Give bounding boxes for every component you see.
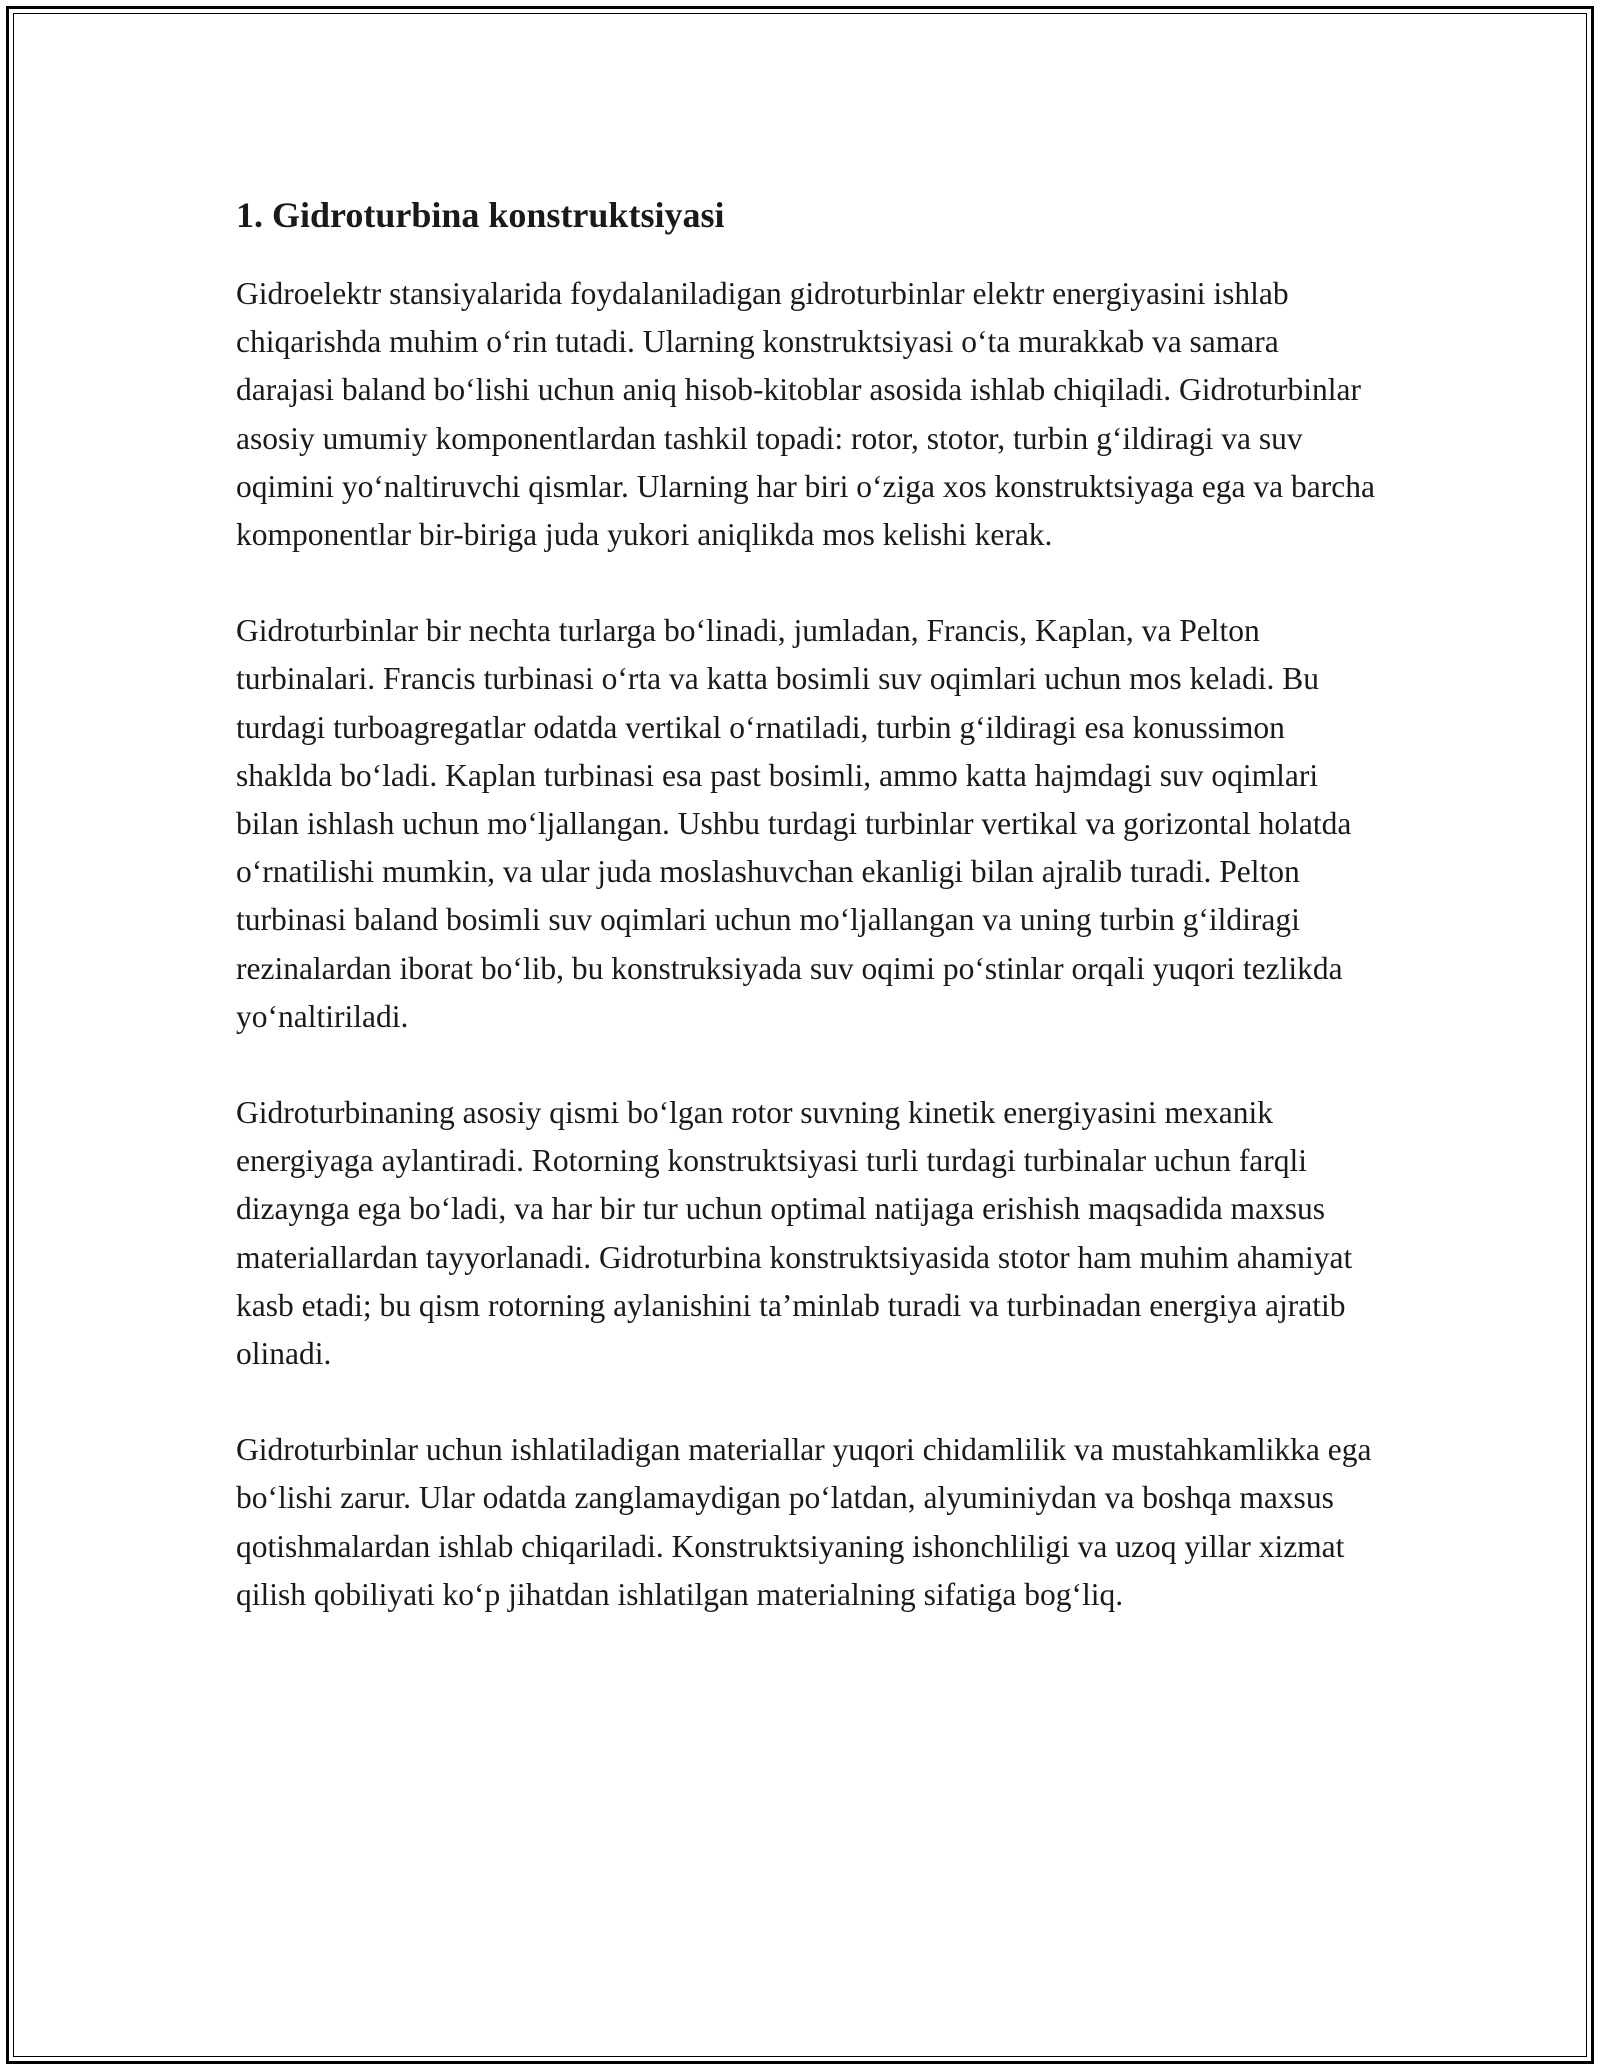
document-body [236,187,1376,1667]
paragraph-3: Gidroturbinaning asosiy qismi boʻlgan rotor suvning kinetik energiyasini mexanik energiyaga aylantiradi. Rotorning konstruktsiyasi turli turdagi turbinalar uchun farqli dizaynga ega boʻladi, va har bir tur uchun optimal natijaga erishish maqsadida maxsus materiallardan tayyorlanadi. Gidroturbina konstruktsiyasida stotor ham muhim ahamiyat kasb etadi; bu qism rotorning aylanishini taʼminlab turadi va turbinadan energiya ajratib olinadi. [236,1095,1353,1372]
paragraph-4: Gidroturbinlar uchun ishlatiladigan materiallar yuqori chidamlilik va mustahkamlikka ega boʻlishi zarur. Ular odatda zanglamaydigan poʻlatdan, alyuminiydan va boshqa maxsus qotishmalardan ishlab chiqariladi. Konstruktsiyaning ishonchliligi va uzoq yillar xizmat qilish qobiliyati koʻp jihatdan ishlatilgan materialning sifatiga bogʻliq. [236,1432,1372,1612]
paragraph-1: Gidroelektr stansiyalarida foydalaniladigan gidroturbinlar elektr energiyasini ishlab chiqarishda muhim oʻrin tutadi. Ularning konstruktsiyasi oʻta murakkab va samara darajasi baland boʻlishi uchun aniq hisob-kitoblar asosida ishlab chiqiladi. Gidroturbinlar asosiy umumiy komponentlardan tashkil topadi: rotor, stotor, turbin gʻildiragi va suv oqimini yoʻnaltiruvchi qismlar. Ularning har biri oʻziga xos konstruktsiyaga ega va barcha komponentlar bir-biriga juda yukori aniqlikda mos kelishi kerak. [236,276,1375,553]
paragraph-2: Gidroturbinlar bir nechta turlarga boʻlinadi, jumladan, Francis, Kaplan, va Pelton turbinalari. Francis turbinasi oʻrta va katta bosimli suv oqimlari uchun mos keladi. Bu turdagi turboagregatlar odatda vertikal oʻrnatiladi, turbin gʻildiragi esa konussimon shaklda boʻladi. Kaplan turbinasi esa past bosimli, ammo katta hajmdagi suv oqimlari bilan ishlash uchun moʻljallangan. Ushbu turdagi turbinlar vertikal va gorizontal holatda oʻrnatilishi mumkin, va ular juda moslashuvchan ekanligi bilan ajralib turadi. Pelton turbinasi baland bosimli suv oqimlari uchun moʻljallangan va uning turbin gʻildiragi rezinalardan iborat boʻlib, bu konstruksiyada suv oqimi poʻstinlar orqali yuqori tezlikda yoʻnaltiriladi. [236,613,1352,1034]
section-heading: 1. Gidroturbina konstruktsiyasi [236,195,725,235]
